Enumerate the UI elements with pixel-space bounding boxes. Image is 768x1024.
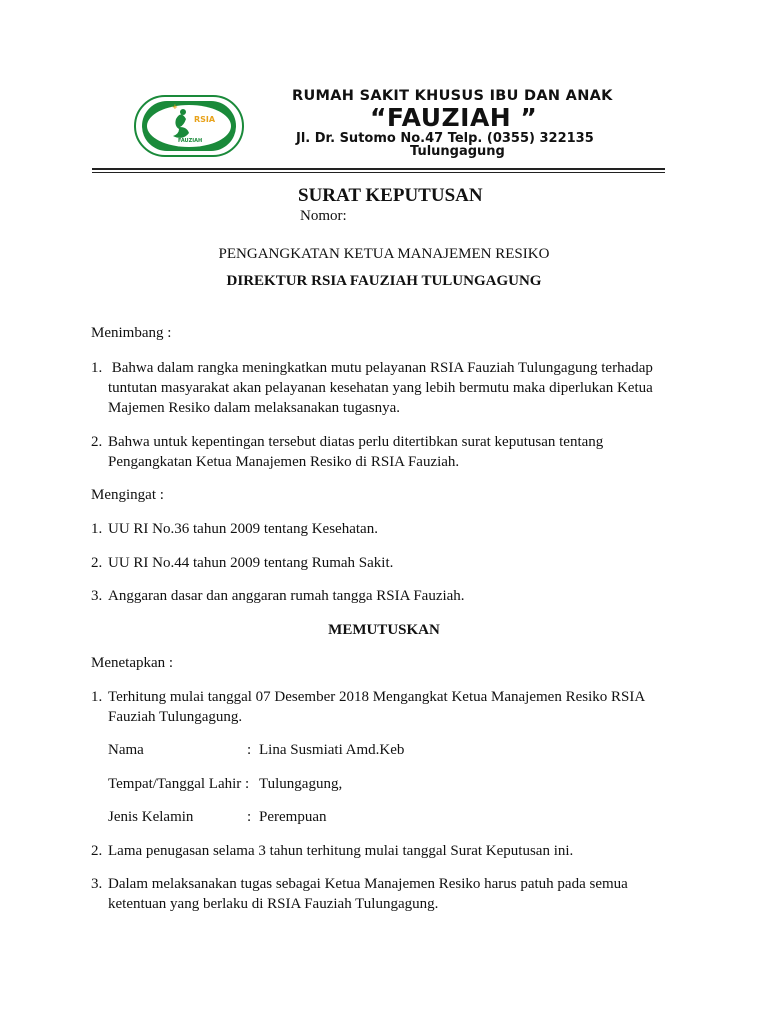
menimbang-item-1-line-1: Bahwa dalam rangka meningkatkan mutu pelayanan RSIA Fauziah Tulungagung terhadap [108, 360, 653, 376]
logo-badge: RSIA [194, 115, 216, 124]
mengingat-heading: Mengingat : [91, 487, 164, 503]
mengingat-item-3-text: Anggaran dasar dan anggaran rumah tangga RSIA Fauziah. [108, 588, 465, 604]
letterhead-divider-thin [92, 172, 665, 173]
letterhead-divider [92, 168, 665, 170]
document-number: Nomor: [300, 208, 347, 224]
hospital-logo [134, 95, 244, 157]
menetapkan-item-2-number: 2. [91, 843, 103, 859]
letterhead-city: Tulungagung [410, 144, 505, 159]
svg-text:+: + [172, 103, 178, 111]
identity-label-ttl: Tempat/Tanggal Lahir : [108, 776, 250, 792]
menimbang-item-2-line-1: Bahwa untuk kepentingan tersebut diatas perlu ditertibkan surat keputusan tentang [108, 434, 604, 450]
menetapkan-item-3-number: 3. [91, 876, 103, 892]
logo-emblem-icon [134, 95, 244, 157]
letterhead-address: Jl. Dr. Sutomo No.47 Telp. (0355) 322135 [296, 131, 594, 146]
menimbang-item-1-line-2: tuntutan masyarakat akan pelayanan kesehatan yang lebih bermutu maka diperlukan Ketua [108, 380, 653, 396]
menimbang-item-2-number: 2. [91, 434, 103, 450]
menimbang-item-1-line-3: Majemen Resiko dalam melaksanakan tugasnya. [108, 400, 400, 416]
mengingat-item-1-text: UU RI No.36 tahun 2009 tentang Kesehatan. [108, 521, 378, 537]
menetapkan-item-1-line-1: Terhitung mulai tanggal 07 Desember 2018 Mengangkat Ketua Manajemen Resiko RSIA [108, 689, 646, 705]
memutuskan-heading: MEMUTUSKAN [328, 622, 440, 638]
document-subject: PENGANGKATAN KETUA MANAJEMEN RESIKO [218, 246, 550, 262]
menetapkan-heading: Menetapkan : [91, 655, 174, 671]
document-issuer: DIREKTUR RSIA FAUZIAH TULUNGAGUNG [226, 273, 542, 289]
letterhead-hospital-name: “FAUZIAH ” [370, 103, 538, 132]
menetapkan-item-3-line-1: Dalam melaksanakan tugas sebagai Ketua Manajemen Resiko harus patuh pada semua [108, 876, 628, 892]
menimbang-heading: Menimbang : [91, 325, 172, 341]
menetapkan-item-1-line-2: Fauziah Tulungagung. [108, 709, 243, 725]
identity-label-nama: Nama [108, 742, 144, 758]
mengingat-item-1-number: 1. [91, 521, 103, 537]
document-title: SURAT KEPUTUSAN [298, 185, 483, 206]
mengingat-item-2-text: UU RI No.44 tahun 2009 tentang Rumah Sakit. [108, 555, 394, 571]
identity-value-gender: Perempuan [259, 809, 327, 825]
identity-sep-gender: : [247, 809, 252, 825]
menimbang-item-1-number: 1. [91, 360, 103, 376]
mengingat-item-3-number: 3. [91, 588, 103, 604]
identity-sep-nama: : [247, 742, 252, 758]
logo-text: FAUZIAH [178, 138, 203, 144]
menetapkan-item-1-number: 1. [91, 689, 103, 705]
mengingat-item-2-number: 2. [91, 555, 103, 571]
menetapkan-item-3-line-2: ketentuan yang berlaku di RSIA Fauziah Tulungagung. [108, 896, 439, 912]
menimbang-item-2-line-2: Pengangkatan Ketua Manajemen Resiko di RSIA Fauziah. [108, 454, 460, 470]
identity-value-ttl: Tulungagung, [259, 776, 343, 792]
identity-label-gender: Jenis Kelamin [108, 809, 194, 825]
identity-value-nama: Lina Susmiati Amd.Keb [259, 742, 405, 758]
letterhead-hospital-type: RUMAH SAKIT KHUSUS IBU DAN ANAK [292, 88, 613, 104]
menetapkan-item-2-text: Lama penugasan selama 3 tahun terhitung mulai tanggal Surat Keputusan ini. [108, 843, 574, 859]
